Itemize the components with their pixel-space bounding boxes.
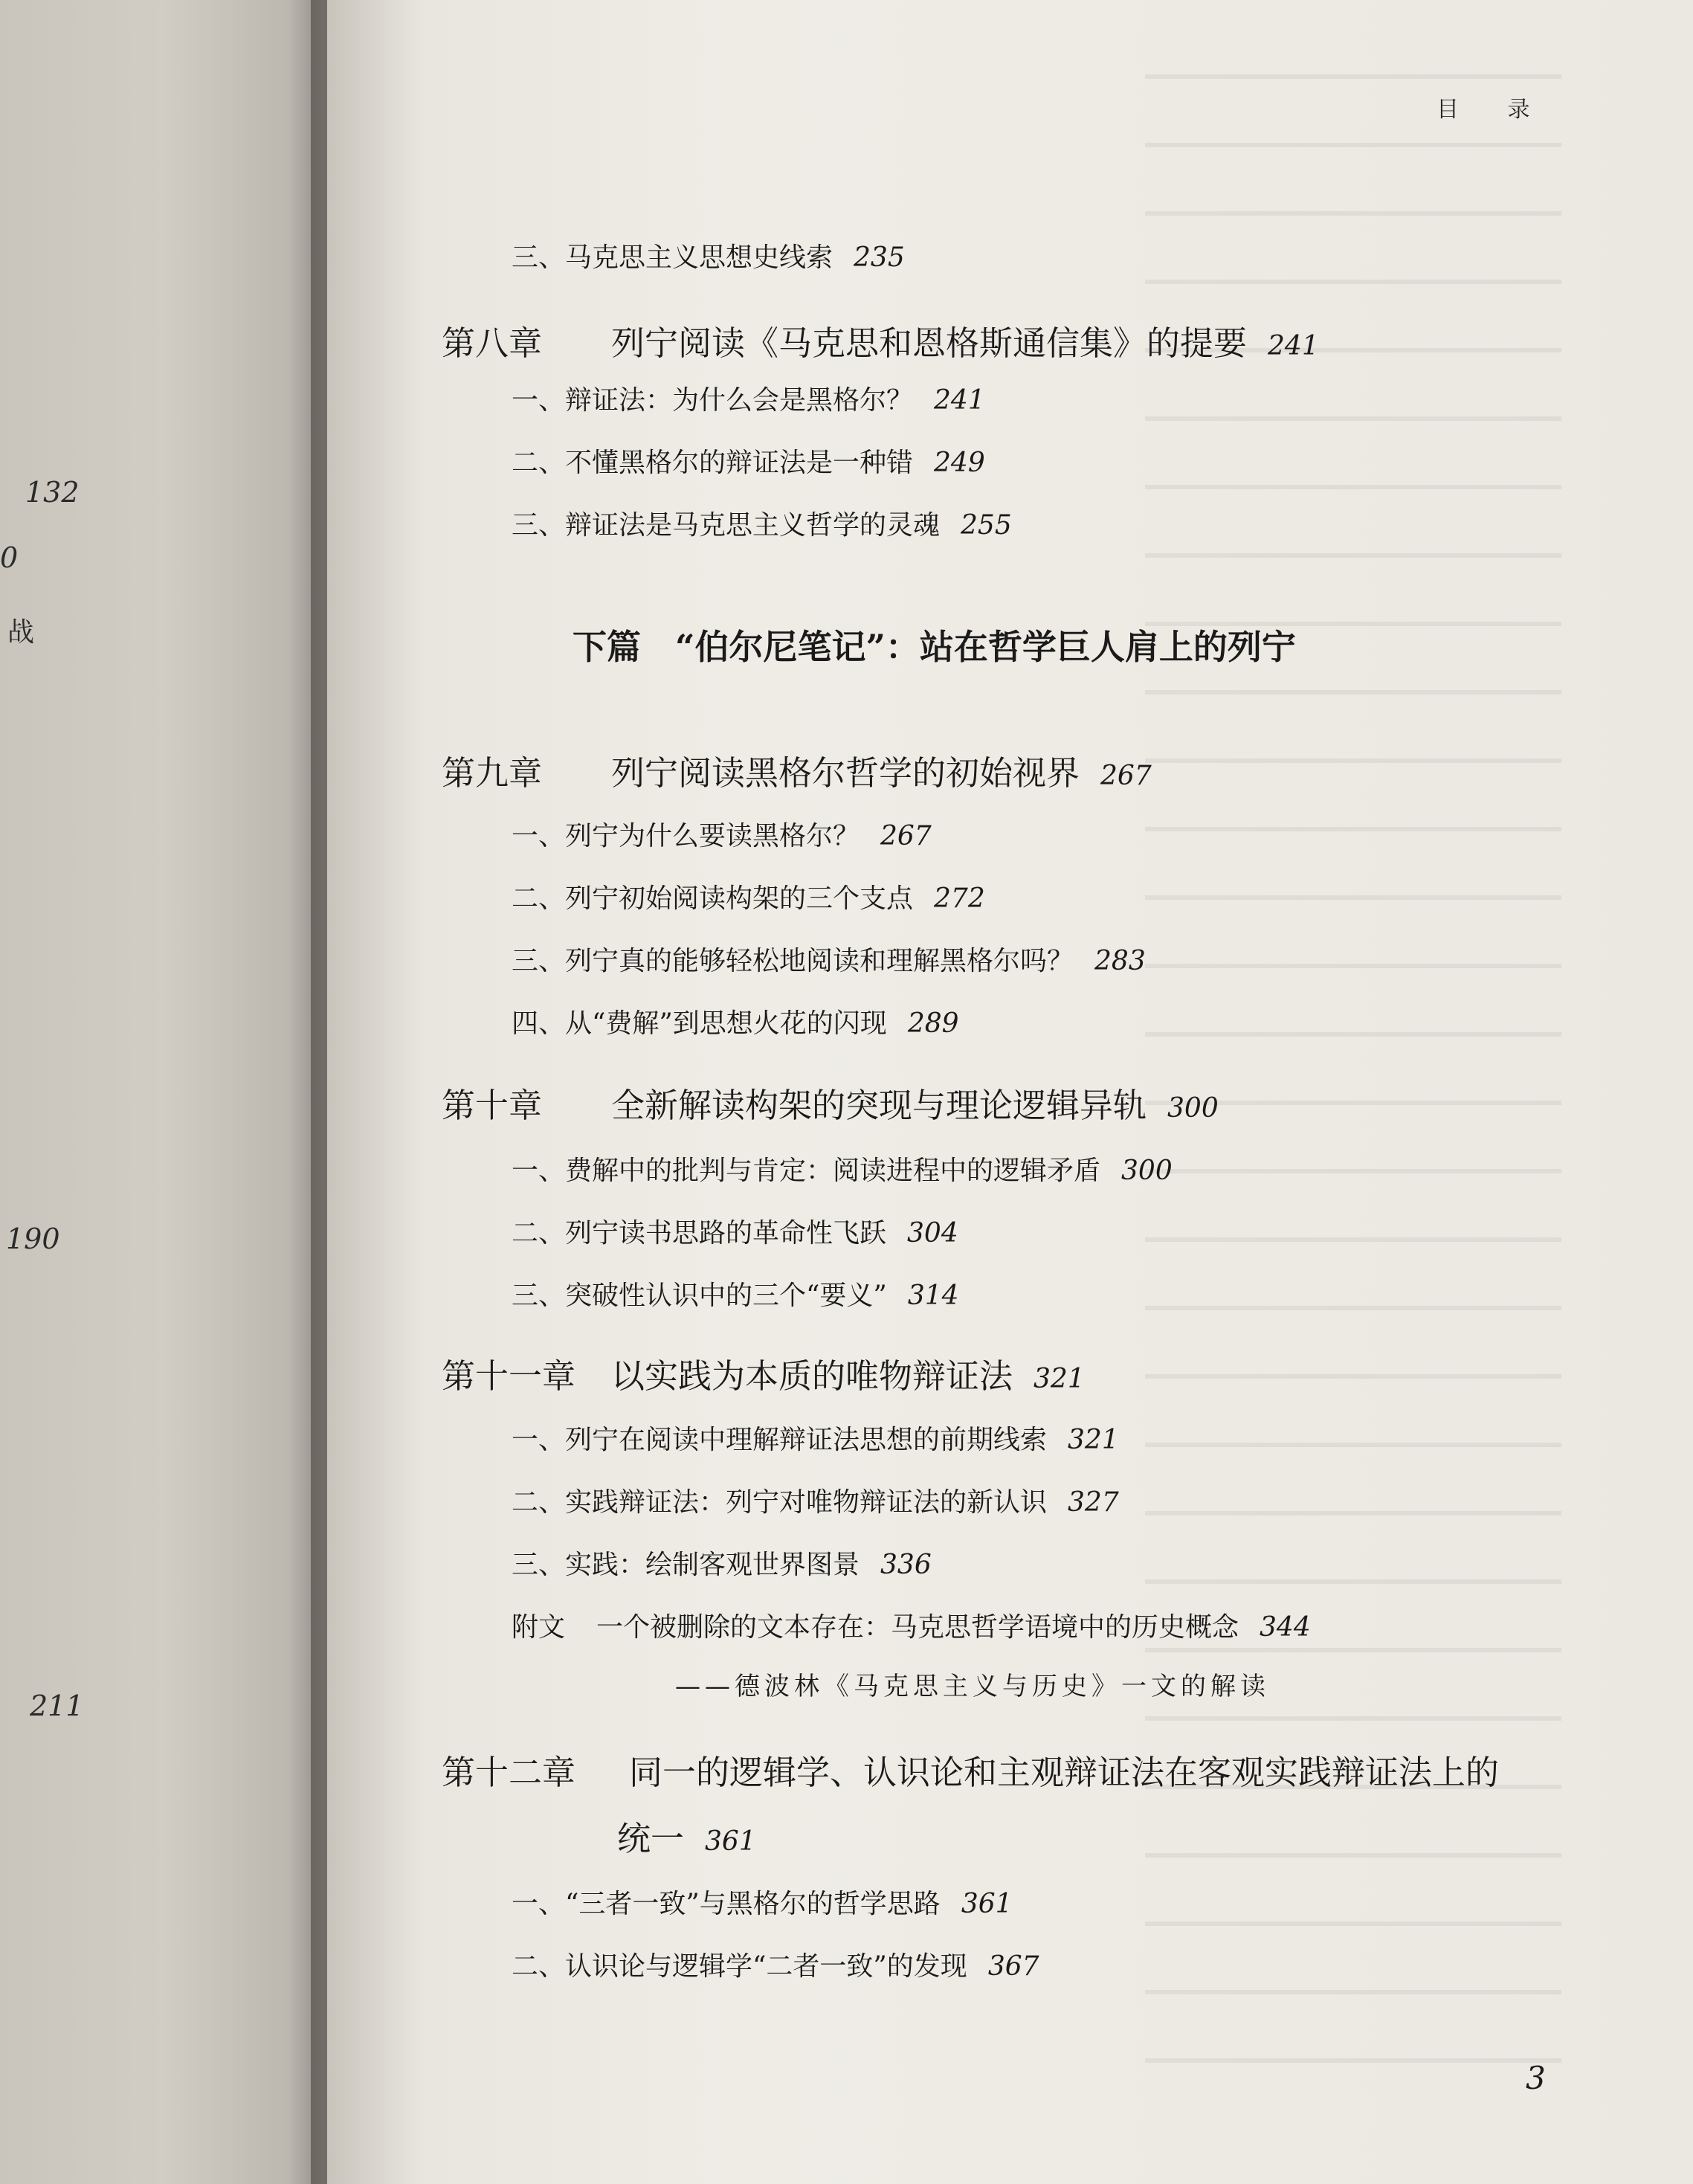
toc-section bbox=[512, 1212, 958, 1250]
page-number: 241 bbox=[934, 385, 985, 416]
toc-appendix bbox=[512, 1606, 1311, 1644]
section-title: 三、实践：绘制客观世界图景 bbox=[512, 1550, 860, 1580]
section-title: 二、列宁读书思路的革命性飞跃 bbox=[512, 1218, 887, 1249]
chapter-title: 以实践为本质的唯物辩证法 bbox=[611, 1356, 1013, 1396]
section-title: 一、列宁为什么要读黑格尔？ bbox=[512, 821, 860, 851]
section-title: 二、不懂黑格尔的辩证法是一种错 bbox=[512, 448, 914, 478]
section-title: 三、列宁真的能够轻松地阅读和理解黑格尔吗？ bbox=[512, 946, 1074, 976]
chapter-title: 列宁阅读《马克思和恩格斯通信集》的提要 bbox=[611, 323, 1248, 363]
page-number: 267 bbox=[880, 821, 932, 851]
page-number: 267 bbox=[1100, 761, 1152, 791]
appendix-label: 附文 bbox=[512, 1612, 566, 1643]
chapter-label: 第九章 bbox=[442, 753, 543, 793]
left-page-fragment: 战 bbox=[7, 617, 35, 648]
toc-section bbox=[512, 379, 985, 417]
section-title: 三、突破性认识中的三个“要义” bbox=[512, 1281, 887, 1311]
page-number: 321 bbox=[1068, 1425, 1119, 1455]
page-number: 321 bbox=[1033, 1364, 1085, 1394]
chapter-title: 同一的逻辑学、认识论和主观辩证法在客观实践辩证法上的 bbox=[629, 1753, 1500, 1792]
page-number: 283 bbox=[1094, 946, 1146, 976]
toc-section bbox=[512, 1275, 959, 1312]
chapter-label: 第十二章 bbox=[442, 1753, 576, 1792]
appendix-title: 一个被删除的文本存在：马克思哲学语境中的历史概念 bbox=[596, 1612, 1239, 1643]
part-label: 下篇 bbox=[573, 627, 641, 667]
page-number: 272 bbox=[934, 883, 985, 914]
page-number: 241 bbox=[1268, 331, 1319, 361]
page-number: 361 bbox=[705, 1826, 756, 1857]
section-title: 二、实践辩证法：列宁对唯物辩证法的新认识 bbox=[512, 1487, 1048, 1518]
toc-chapter-continued bbox=[617, 1811, 756, 1860]
toc-part-heading bbox=[573, 620, 1296, 669]
page-number: 249 bbox=[934, 448, 985, 478]
toc-chapter bbox=[442, 1078, 1219, 1127]
page-number: 336 bbox=[880, 1550, 932, 1580]
page-number: 300 bbox=[1121, 1156, 1173, 1186]
toc-section bbox=[512, 1544, 932, 1582]
appendix-subtitle: ——德波林《马克思主义与历史》一文的解读 bbox=[675, 1672, 1270, 1701]
toc-section bbox=[512, 877, 985, 915]
section-title: 二、认识论与逻辑学“二者一致”的发现 bbox=[512, 1951, 967, 1982]
toc-section bbox=[512, 940, 1146, 978]
toc-section bbox=[512, 1883, 1013, 1921]
toc-section bbox=[512, 1002, 959, 1040]
section-title: 一、费解中的批判与肯定：阅读进程中的逻辑矛盾 bbox=[512, 1156, 1101, 1186]
section-title: 二、列宁初始阅读构架的三个支点 bbox=[512, 883, 914, 914]
page-number: 314 bbox=[907, 1281, 959, 1311]
toc-section bbox=[512, 236, 905, 274]
chapter-label: 第十章 bbox=[442, 1086, 543, 1125]
left-page-number: 0 bbox=[0, 541, 19, 574]
page-number: 235 bbox=[854, 242, 905, 273]
page-number: 255 bbox=[961, 510, 1012, 541]
section-title: 一、辩证法：为什么会是黑格尔？ bbox=[512, 385, 914, 416]
toc-section bbox=[512, 815, 932, 853]
page-number: 289 bbox=[907, 1008, 959, 1039]
page-number: 344 bbox=[1260, 1612, 1311, 1643]
running-head: 目 录 bbox=[1436, 97, 1551, 123]
toc-chapter bbox=[442, 1745, 1499, 1794]
left-page-number: 190 bbox=[6, 1223, 60, 1255]
toc-section bbox=[512, 1945, 1039, 1983]
toc-section bbox=[512, 1150, 1173, 1188]
section-title: 一、列宁在阅读中理解辩证法思想的前期线索 bbox=[512, 1425, 1048, 1455]
part-title: “伯尔尼笔记”：站在哲学巨人肩上的列宁 bbox=[675, 627, 1296, 667]
toc-section bbox=[512, 1481, 1119, 1519]
left-page-number: 132 bbox=[25, 476, 80, 509]
page-number: 300 bbox=[1167, 1093, 1219, 1124]
chapter-label: 第八章 bbox=[442, 323, 543, 363]
toc-section bbox=[512, 442, 985, 480]
toc-chapter bbox=[442, 1349, 1085, 1397]
toc-section bbox=[512, 504, 1012, 542]
section-title: 四、从“费解”到思想火花的闪现 bbox=[512, 1008, 887, 1039]
page-number: 327 bbox=[1068, 1487, 1119, 1518]
page-number: 367 bbox=[987, 1951, 1039, 1982]
chapter-title-line2: 统一 bbox=[617, 1819, 685, 1858]
chapter-title: 列宁阅读黑格尔哲学的初始视界 bbox=[611, 753, 1080, 793]
left-page-number: 211 bbox=[30, 1689, 84, 1722]
section-title: 三、辩证法是马克思主义哲学的灵魂 bbox=[512, 510, 941, 541]
page-number: 361 bbox=[961, 1889, 1013, 1919]
chapter-label: 第十一章 bbox=[442, 1356, 576, 1396]
toc-section bbox=[512, 1419, 1119, 1457]
chapter-title: 全新解读构架的突现与理论逻辑异轨 bbox=[611, 1086, 1147, 1125]
section-title: 三、马克思主义思想史线索 bbox=[512, 242, 833, 273]
toc-chapter bbox=[442, 316, 1319, 364]
toc-chapter bbox=[442, 746, 1152, 794]
section-title: 一、“三者一致”与黑格尔的哲学思路 bbox=[512, 1889, 941, 1919]
page-number: 304 bbox=[907, 1218, 958, 1249]
page-folio: 3 bbox=[1526, 2060, 1546, 2096]
left-page bbox=[0, 0, 327, 2184]
